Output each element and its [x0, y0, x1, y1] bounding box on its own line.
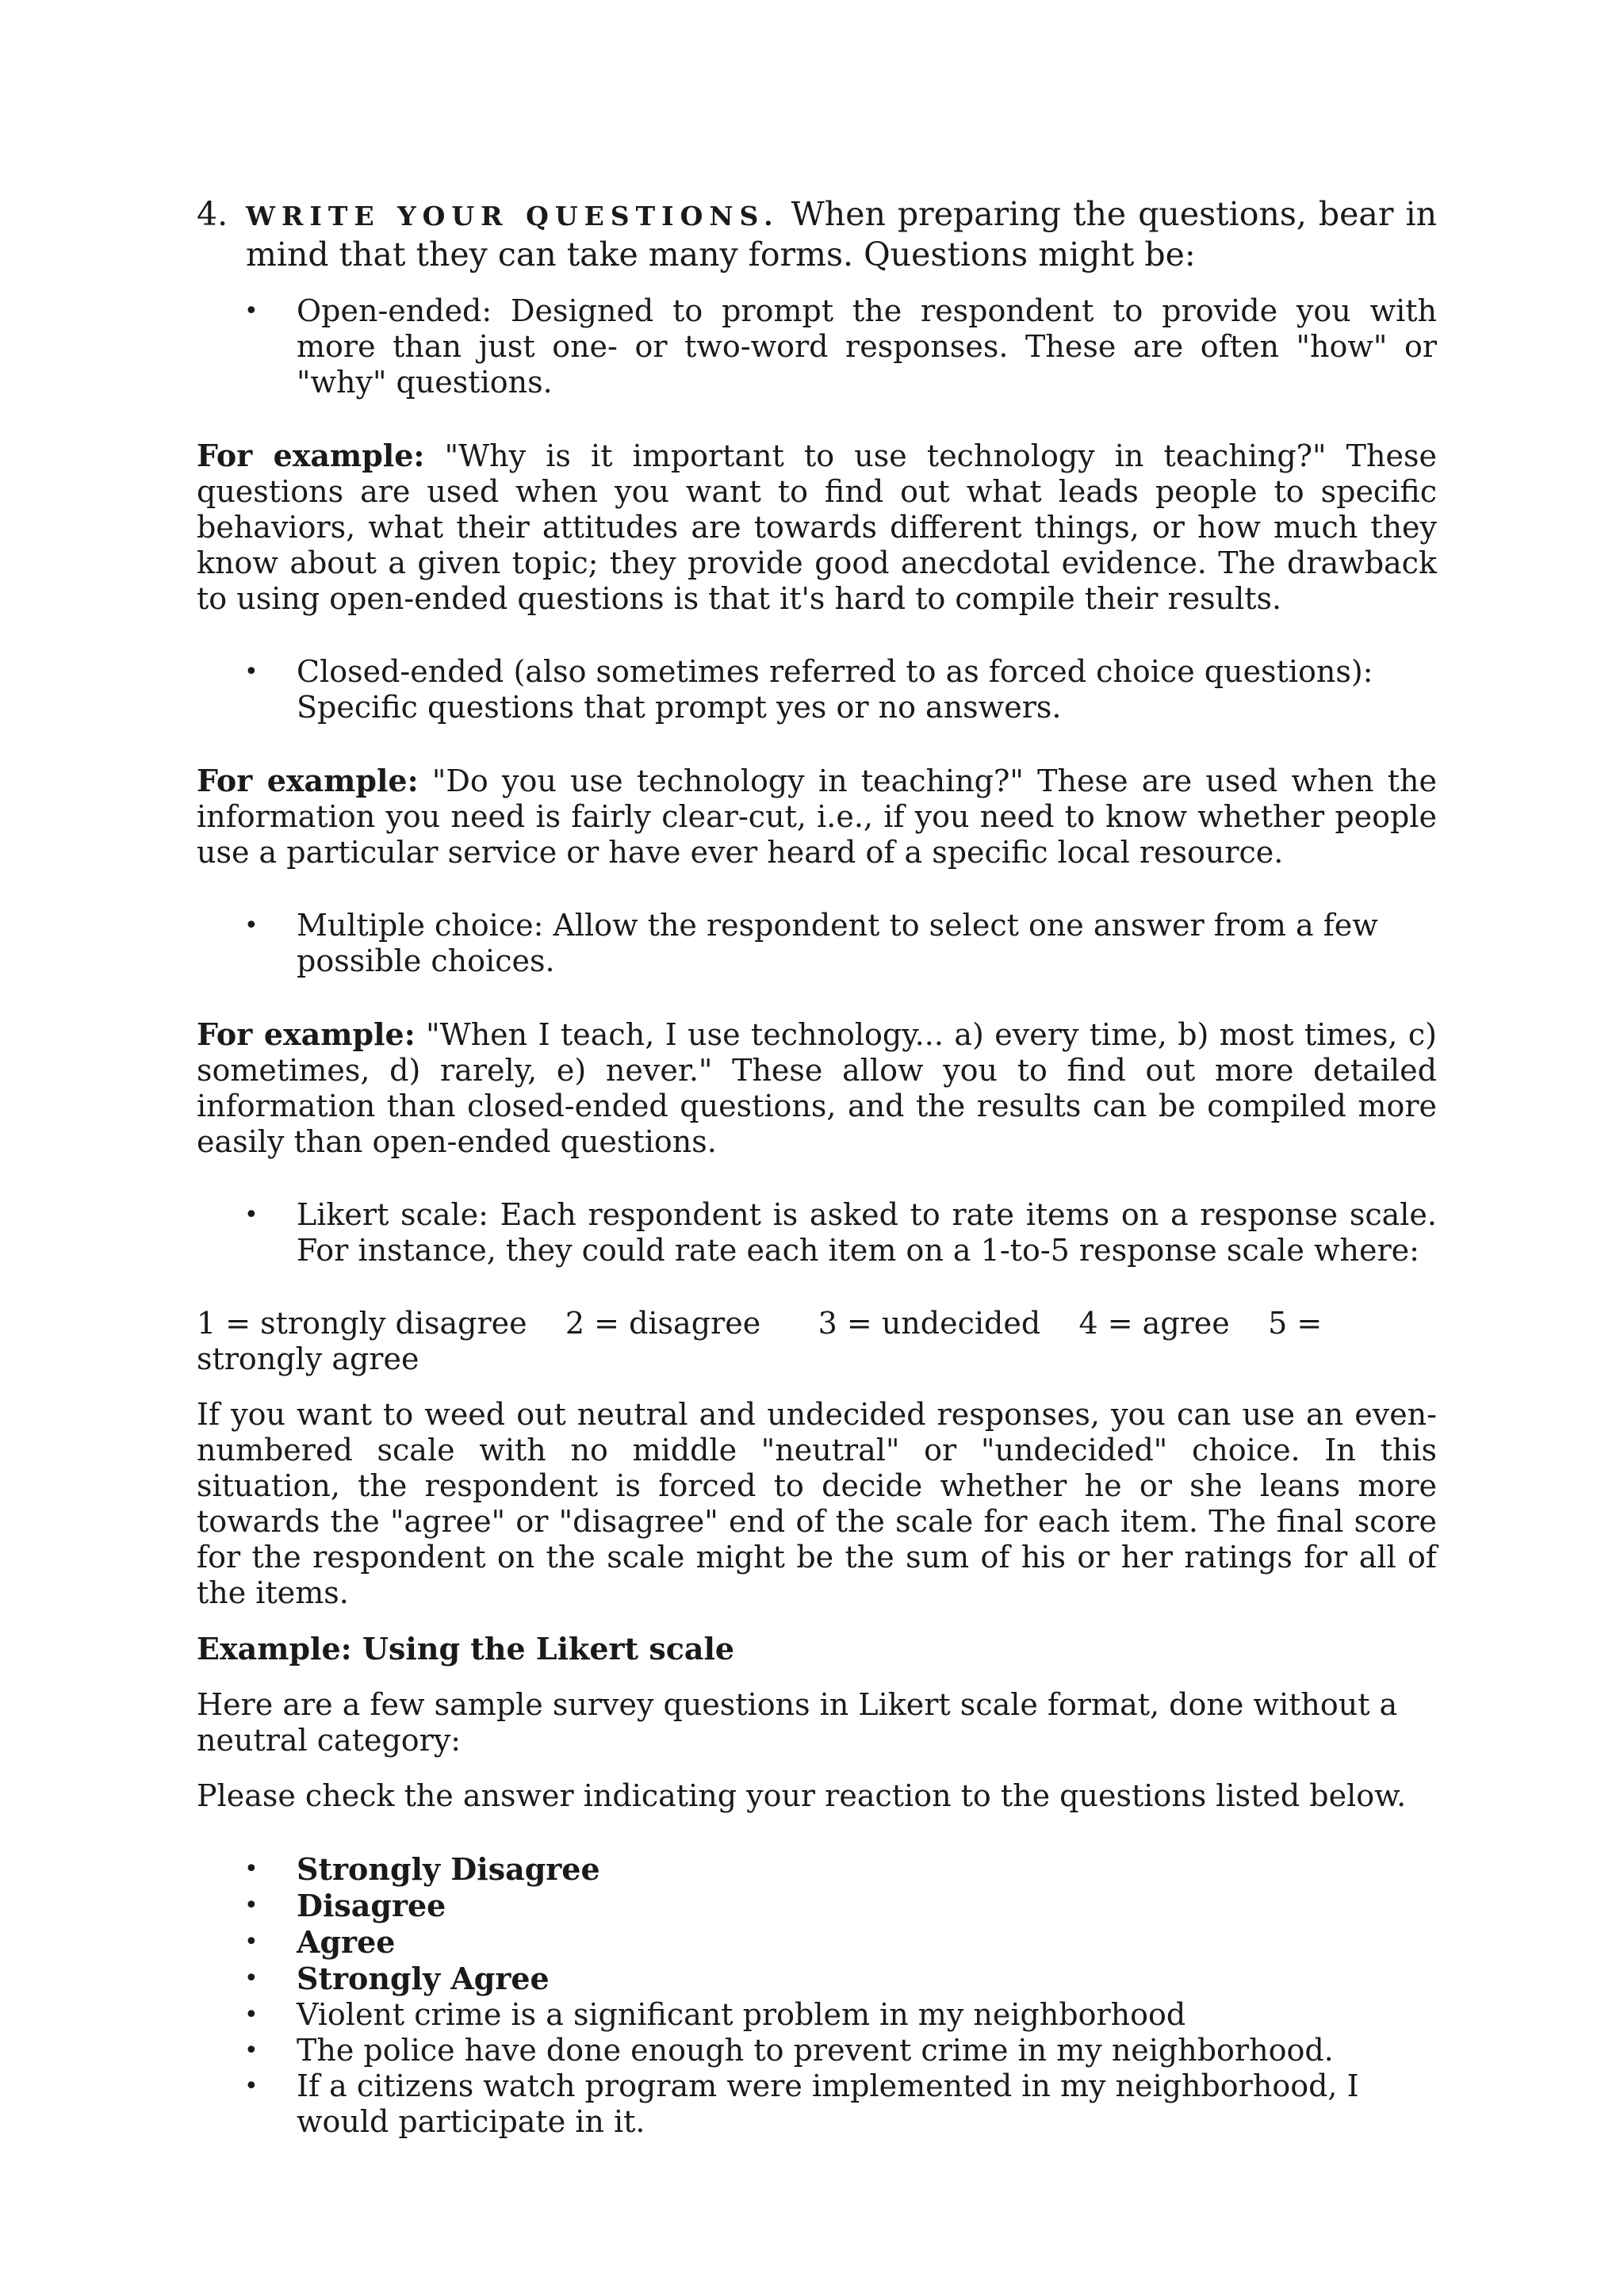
section-heading [197, 195, 1437, 274]
example-text: "When I teach, I use technology... a) every time, b) most times, c) sometimes, d) rarely, e) never." These allow you to find out more detailed information than closed-ended questions, and the results can be compiled more easily than open-ended questions. [197, 1017, 1437, 1159]
list-item-option [197, 1851, 1437, 1888]
example-instruction: Please check the answer indicating your reaction to the questions listed below. [197, 1778, 1407, 1813]
section-intro: When preparing the questions, bear in mind that they can take many forms. Questions might be: [246, 195, 1437, 274]
multiple-choice-list [197, 908, 1437, 979]
list-item-open-ended: • Open-ended: Designed to prompt the respondent to provide you with more than just one- or two-word responses. These are often "how" or "why" questions. [197, 293, 1437, 400]
example-heading [197, 1631, 1437, 1667]
example-label: For example: [197, 763, 419, 798]
example-label: For example: [197, 438, 425, 473]
list-item-likert: • Likert scale: Each respondent is asked to rate items on a response scale. For instance, they could rate each item on a 1-to-5 response scale where: [197, 1197, 1437, 1269]
option-label: Disagree [297, 1888, 446, 1923]
likert-scale-line: 1 = strongly disagree 2 = disagree 3 = undecided 4 = agree 5 = strongly agree [197, 1306, 1332, 1376]
example-heading-text: Example: Using the Likert scale [197, 1631, 735, 1667]
example-label: For example: [197, 1016, 416, 1052]
likert-sample-list [197, 1851, 1437, 2140]
list-item-multiple-choice: • Multiple choice: Allow the respondent to select one answer from a few possible choices. [197, 908, 1437, 979]
open-ended-example [197, 438, 1437, 617]
example-intro: Here are a few sample survey questions in Likert scale format, done without a neutral category: [197, 1687, 1398, 1758]
closed-ended-example [197, 763, 1437, 871]
example-text: "Why is it important to use technology in teaching?" These questions are used when you want to find out what leads people to specific behaviors, what their attitudes are towards different things, or how much they know about a given topic; they provide good anecdotal evidence. The drawback to using open-ended questions is that it's hard to compile their results. [197, 438, 1437, 616]
option-label: Strongly Disagree [297, 1851, 600, 1887]
list-item-option [197, 1888, 1437, 1924]
list-item-closed-ended: • Closed-ended (also sometimes referred to as forced choice questions): Specific questions that prompt yes or no answers. [197, 654, 1437, 725]
open-ended-list [197, 293, 1437, 400]
example-text: "Do you use technology in teaching?" These are used when the information you need is fairly clear-cut, i.e., if you need to know whether people use a particular service or have ever heard of a specific local resource. [197, 763, 1437, 870]
section-title: WRITE YOUR QUESTIONS. [246, 201, 779, 232]
option-label: Agree [297, 1924, 396, 1960]
list-item-statement: • The police have done enough to prevent crime in my neighborhood. [197, 2033, 1437, 2068]
likert-list [197, 1197, 1437, 1269]
closed-ended-list [197, 654, 1437, 725]
likert-paragraph: If you want to weed out neutral and undecided responses, you can use an even-numbered scale with no middle "neutral" or "undecided" choice. In this situation, the respondent is forced to decide whether he or she leans more towards the "agree" or "disagree" end of the scale for each item. The final score for the respondent on the scale might be the sum of his or her ratings for all of the items. [197, 1397, 1437, 1610]
section-number: 4. [197, 195, 228, 233]
option-label: Strongly Agree [297, 1961, 550, 1996]
list-item-option [197, 1924, 1437, 1961]
list-item-statement: • Violent crime is a significant problem in my neighborhood [197, 1997, 1437, 2033]
document-page [197, 195, 1437, 2140]
multiple-choice-example [197, 1016, 1437, 1160]
list-item-option [197, 1961, 1437, 1997]
list-item-statement: • If a citizens watch program were implemented in my neighborhood, I would participate in it. [197, 2068, 1437, 2140]
